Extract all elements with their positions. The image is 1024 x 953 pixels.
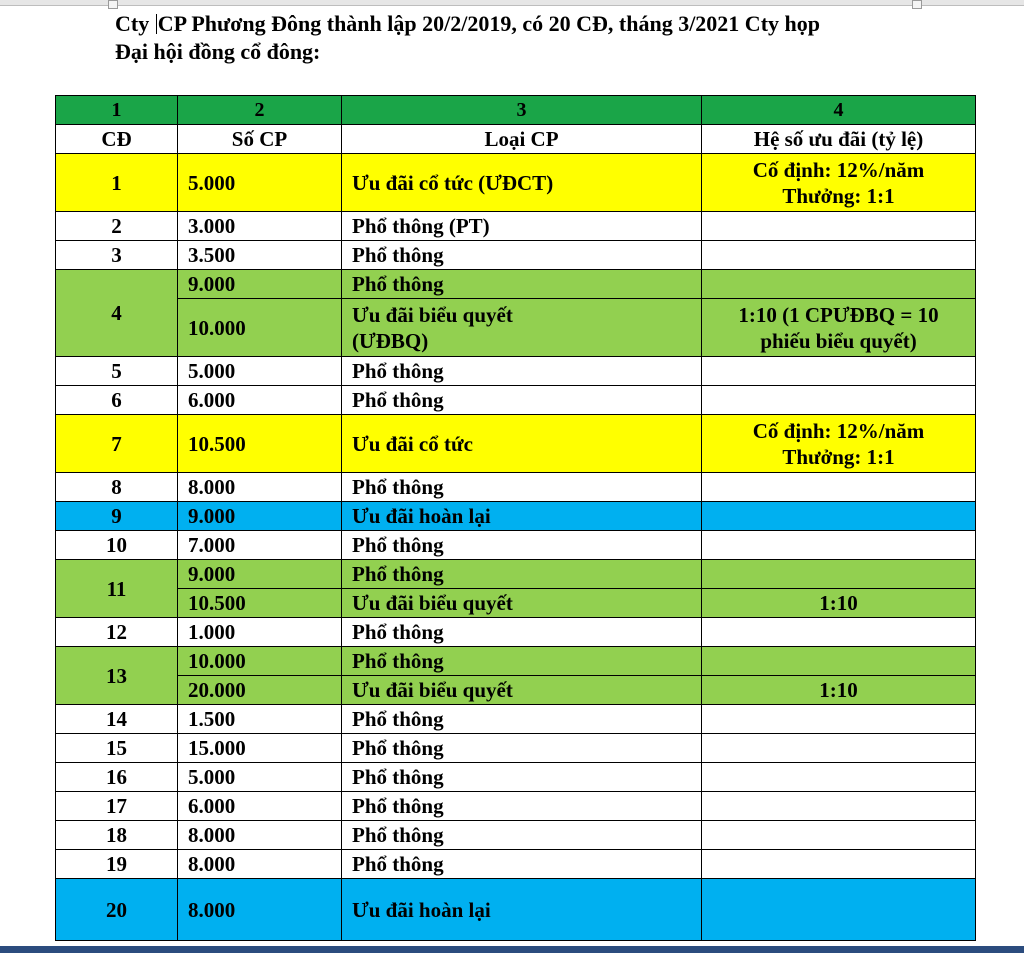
shareholder-table: [55, 95, 976, 941]
table-row: 20 8.000 Ưu đãi hoàn lại: [56, 879, 976, 941]
table-row: 16 5.000 Phổ thông: [56, 763, 976, 792]
indent-marker[interactable]: [108, 0, 118, 9]
table-row: 10.500 Ưu đãi biểu quyết 1:10: [56, 589, 976, 618]
table-row: 3 3.500 Phổ thông: [56, 241, 976, 270]
table-row: 10 7.000 Phổ thông: [56, 531, 976, 560]
table-row: 17 6.000 Phổ thông: [56, 792, 976, 821]
header-so-cp: Số CP: [178, 125, 342, 154]
table-row: 19 8.000 Phổ thông: [56, 850, 976, 879]
window-bottom-border: [0, 946, 1024, 953]
table-row: 20.000 Ưu đãi biểu quyết 1:10: [56, 676, 976, 705]
table-row: 5 5.000 Phổ thông: [56, 357, 976, 386]
table-row: 9 9.000 Ưu đãi hoàn lại: [56, 502, 976, 531]
header-loai-cp: Loại CP: [342, 125, 702, 154]
column-number-row: 1 2 3 4: [56, 96, 976, 125]
table-row: 1 5.000 Ưu đãi cổ tức (ƯĐCT) Cố định: 12%/năm Thưởng: 1:1: [56, 154, 976, 212]
intro-paragraph: Cty CP Phương Đông thành lập 20/2/2019, có 20 CĐ, tháng 3/2021 Cty họp Đại hội đồng cổ đông:: [115, 11, 820, 64]
table-row: 7 10.500 Ưu đãi cổ tức Cố định: 12%/năm Thưởng: 1:1: [56, 415, 976, 473]
table-row: 14 1.500 Phổ thông: [56, 705, 976, 734]
table-row: 12 1.000 Phổ thông: [56, 618, 976, 647]
table-row: 13 10.000 Phổ thông: [56, 647, 976, 676]
table-row: 6 6.000 Phổ thông: [56, 386, 976, 415]
table-row: 10.000 Ưu đãi biểu quyết (ƯĐBQ) 1:10 (1 CPƯĐBQ = 10 phiếu biểu quyết): [56, 299, 976, 357]
table-row: 8 8.000 Phổ thông: [56, 473, 976, 502]
header-cd: CĐ: [56, 125, 178, 154]
table-row: 18 8.000 Phổ thông: [56, 821, 976, 850]
text-cursor: [156, 14, 157, 34]
table-row: 11 9.000 Phổ thông: [56, 560, 976, 589]
right-margin-marker[interactable]: [912, 0, 922, 9]
ruler-bar: [0, 0, 1024, 6]
header-he-so: Hệ số ưu đãi (tỷ lệ): [702, 125, 976, 154]
table-row: 2 3.000 Phổ thông (PT): [56, 212, 976, 241]
header-row: [56, 125, 976, 154]
table-row: 15 15.000 Phổ thông: [56, 734, 976, 763]
table-row: 4 9.000 Phổ thông: [56, 270, 976, 299]
